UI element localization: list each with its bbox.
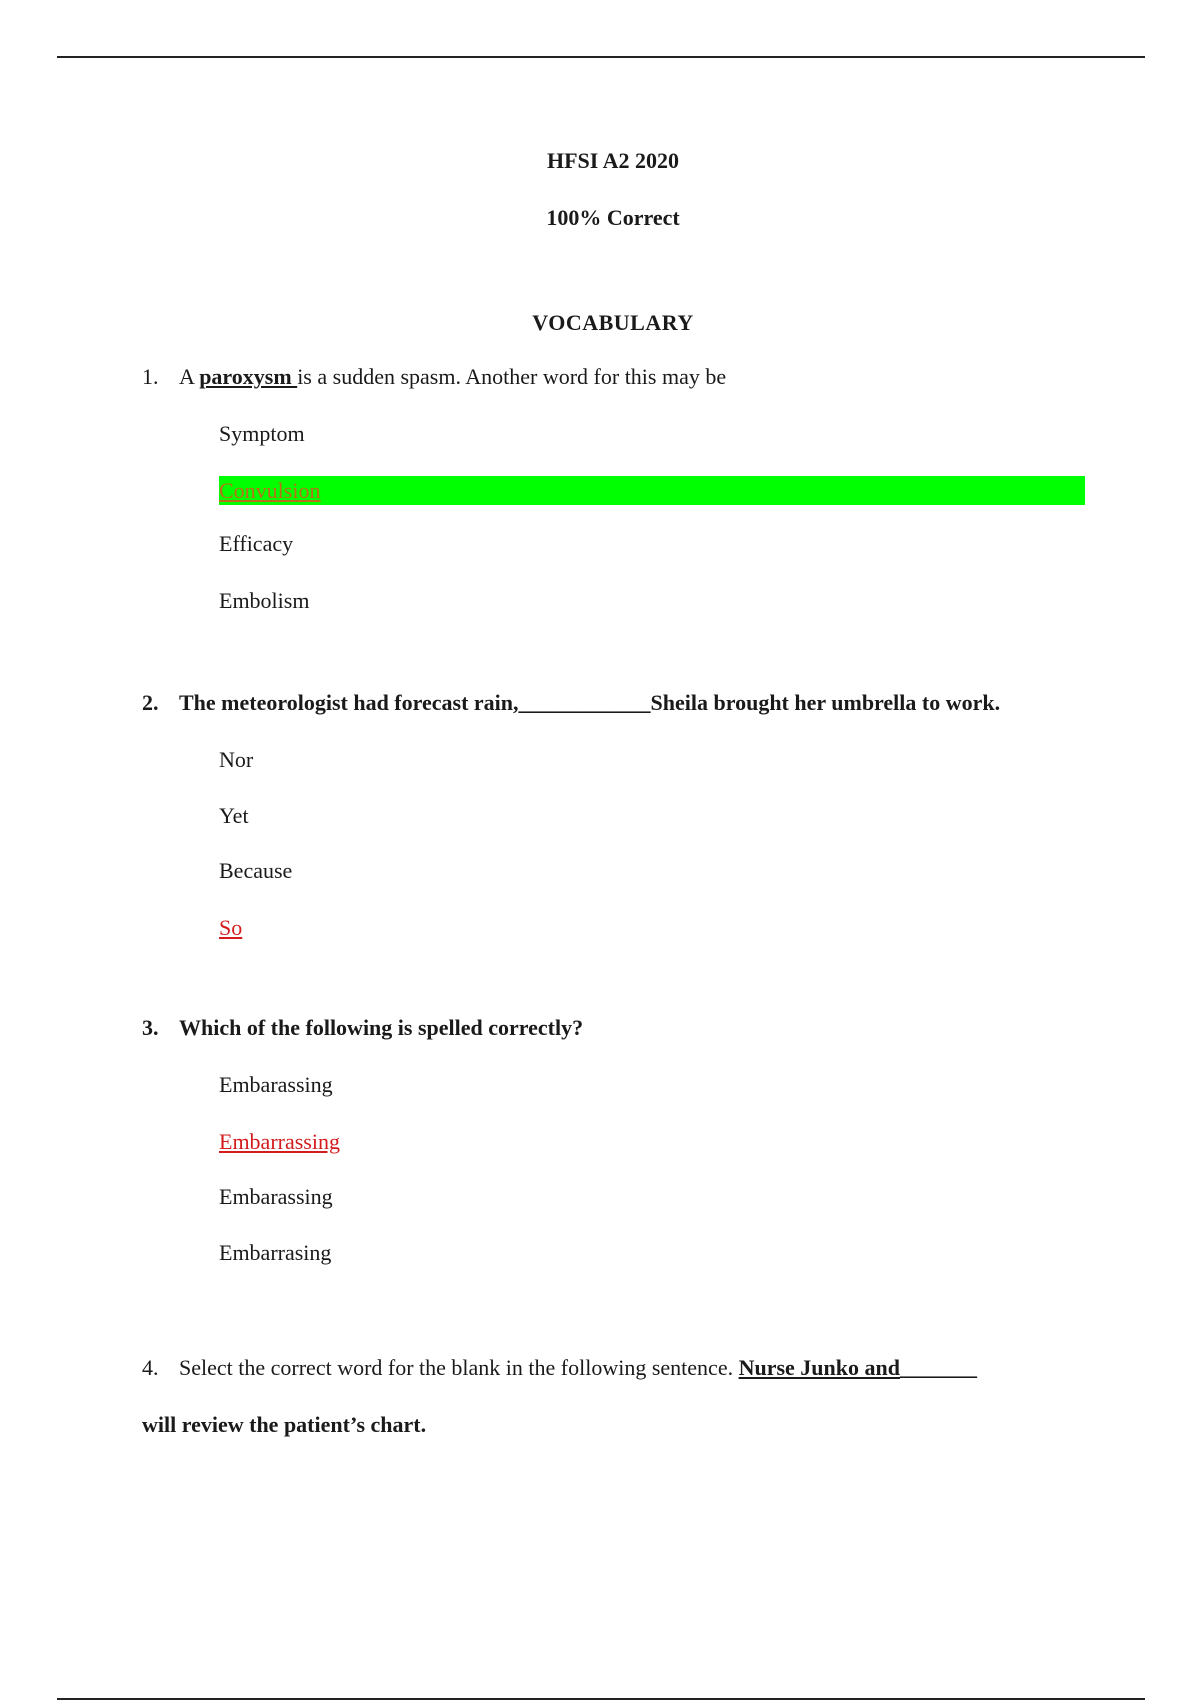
option-3-d: Embarrasing xyxy=(219,1240,332,1265)
question-number: 3. xyxy=(142,1015,159,1040)
option-1-a: Symptom xyxy=(219,421,305,446)
option-3-b-correct: Embarrassing xyxy=(219,1129,340,1154)
question-text: The meteorologist had forecast rain,____________Sheila brought her umbrella to work. xyxy=(179,690,1001,715)
option-3-a: Embarassing xyxy=(219,1072,333,1097)
question-2 xyxy=(142,690,1000,716)
option-3-c: Embarassing xyxy=(219,1184,333,1209)
option-1-b-correct: Convulsion xyxy=(219,478,321,503)
option-1-d: Embolism xyxy=(219,588,310,613)
document-title: HFSI A2 2020 xyxy=(546,148,680,173)
question-4 xyxy=(142,1355,977,1381)
option-2-b: Yet xyxy=(219,803,249,828)
question-number: 4. xyxy=(142,1355,159,1380)
section-heading: VOCABULARY xyxy=(532,310,694,335)
question-bold-part: Nurse Junko and xyxy=(738,1355,900,1380)
document-subtitle: 100% Correct xyxy=(546,205,680,230)
question-number: 1. xyxy=(142,364,159,389)
question-number: 2. xyxy=(142,690,159,715)
option-2-a: Nor xyxy=(219,747,254,772)
question-4-line-2: will review the patient’s chart. xyxy=(142,1412,427,1437)
question-text: Select the correct word for the blank in the following sentence. xyxy=(179,1355,739,1380)
question-text: Which of the following is spelled correctly? xyxy=(179,1015,584,1040)
question-keyword: paroxysm xyxy=(199,364,298,389)
option-2-d-correct: So xyxy=(219,915,243,940)
question-blank: _______ xyxy=(899,1355,977,1380)
question-1 xyxy=(142,364,726,390)
option-1-c: Efficacy xyxy=(219,531,294,556)
top-rule xyxy=(57,56,1145,58)
question-text-before: A xyxy=(179,364,200,389)
option-2-c: Because xyxy=(219,858,293,883)
answer-highlight xyxy=(219,476,1085,505)
question-text-after: is a sudden spasm. Another word for this may be xyxy=(297,364,727,389)
question-3 xyxy=(142,1015,583,1041)
